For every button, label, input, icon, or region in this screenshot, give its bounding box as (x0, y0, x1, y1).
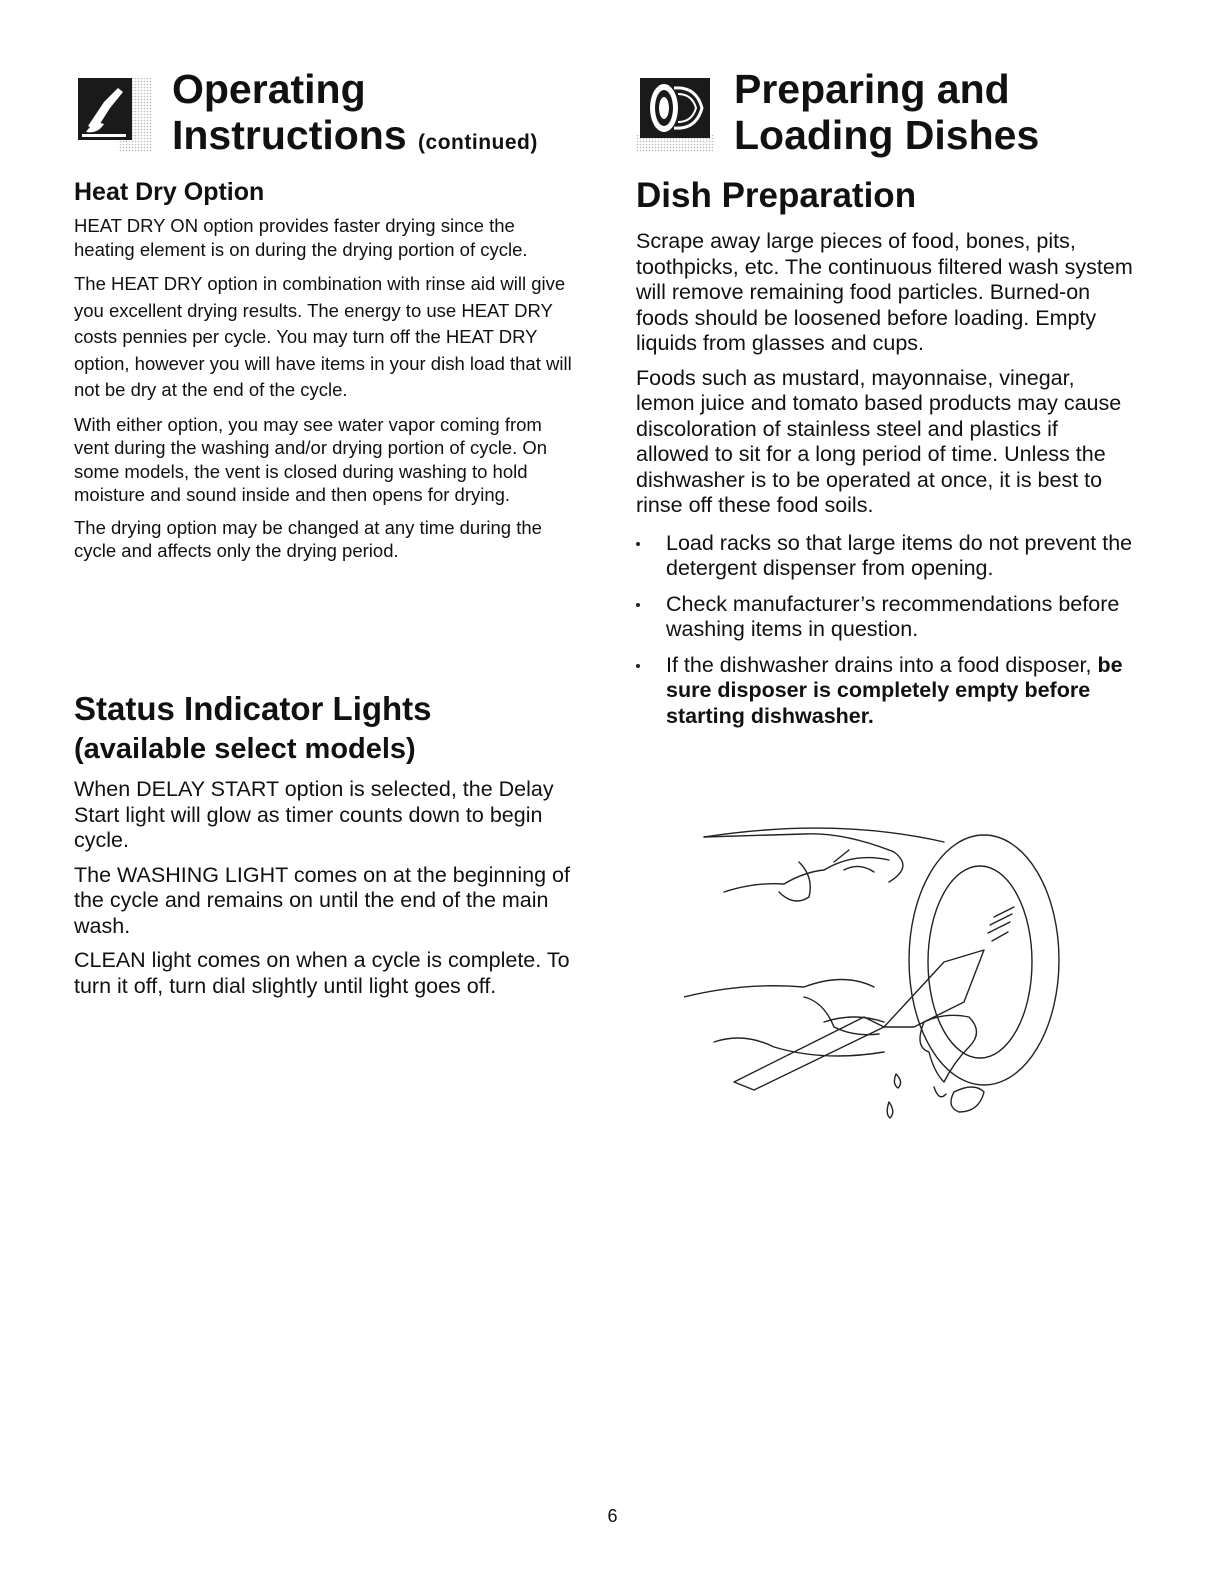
list-item (636, 531, 1136, 582)
paragraph: CLEAN light comes on when a cycle is complete. To turn it off, turn dial slightly until light goes off. (74, 948, 570, 998)
paragraph: When DELAY START option is selected, the Delay Start light will glow as timer counts down to begin cycle. (74, 777, 554, 852)
title-line-1: Operating (172, 66, 366, 112)
paragraph: With either option, you may see water vapor coming from vent during the washing and/or drying portion of cycle. On some models, the vent is closed during washing to hold moisture and sound inside and then opens for drying. (74, 413, 548, 505)
list-item-bold-text: be sure disposer is completely empty before starting dishwasher. (666, 652, 1123, 728)
status-heading-line-1: Status Indicator Lights (74, 690, 432, 727)
hands-scraping-plate-illustration (684, 822, 1074, 1130)
paragraph: Scrape away large pieces of food, bones, pits, toothpicks, etc. The continuous filtered wash system will remove remaining food particles. Burned-on foods should be loosened before loading. Empty liquids from glasses and cups. (636, 229, 1133, 355)
page-number: 6 (607, 1506, 618, 1526)
list-item-text: If the dishwasher drains into a food disposer, (666, 652, 1098, 677)
paragraph: The WASHING LIGHT comes on at the beginning of the cycle and remains on until the end of the main wash. (74, 862, 570, 938)
hand-writing-icon (74, 74, 152, 152)
stacked-dishes-icon (636, 74, 714, 152)
section-title (172, 66, 538, 166)
title-line-1: Preparing and (734, 66, 1010, 112)
section-title (734, 66, 1039, 158)
status-heading-line-2: (available select models) (74, 733, 416, 765)
dish-preparation-body (636, 229, 1136, 729)
title-line-2: Instructions (172, 112, 407, 158)
bullet-icon (636, 542, 640, 546)
dish-preparation-heading: Dish Preparation (636, 176, 917, 215)
bullet-icon (636, 664, 640, 668)
paragraph: Foods such as mustard, mayonnaise, vinegar, lemon juice and tomato based products may cause discoloration of stainless steel and plastics if allowed to sit for a long period of time. Unless the dishwasher is to be operated at once, it is best to rinse off these food soils. (636, 365, 1122, 517)
heat-dry-heading: Heat Dry Option (74, 178, 265, 206)
paragraph: HEAT DRY ON option provides faster drying since the heating element is on during the drying portion of cycle. (74, 215, 528, 260)
title-line-2: Loading Dishes (734, 112, 1040, 158)
bullet-icon (636, 603, 640, 607)
list-item-text: Load racks so that large items do not prevent the detergent dispenser from opening. (666, 530, 1133, 580)
status-lights-body (74, 777, 574, 999)
paragraph: The HEAT DRY option in combination with rinse aid will give you excellent drying results. The energy to use HEAT DRY costs pennies per cycle. You may turn off the HEAT DRY option, however you will have items in your dish load that will not be dry at the end of the cycle. (74, 273, 572, 400)
paragraph: The drying option may be changed at any time during the cycle and affects only the drying period. (74, 516, 542, 561)
heat-dry-body (74, 214, 574, 563)
list-item (636, 592, 1136, 643)
list-item (636, 653, 1136, 730)
list-item-text: Check manufacturer’s recommendations before washing items in question. (666, 591, 1120, 641)
status-lights-heading (74, 690, 432, 768)
title-suffix: (continued) (418, 131, 538, 154)
dish-preparation-list (636, 531, 1136, 730)
